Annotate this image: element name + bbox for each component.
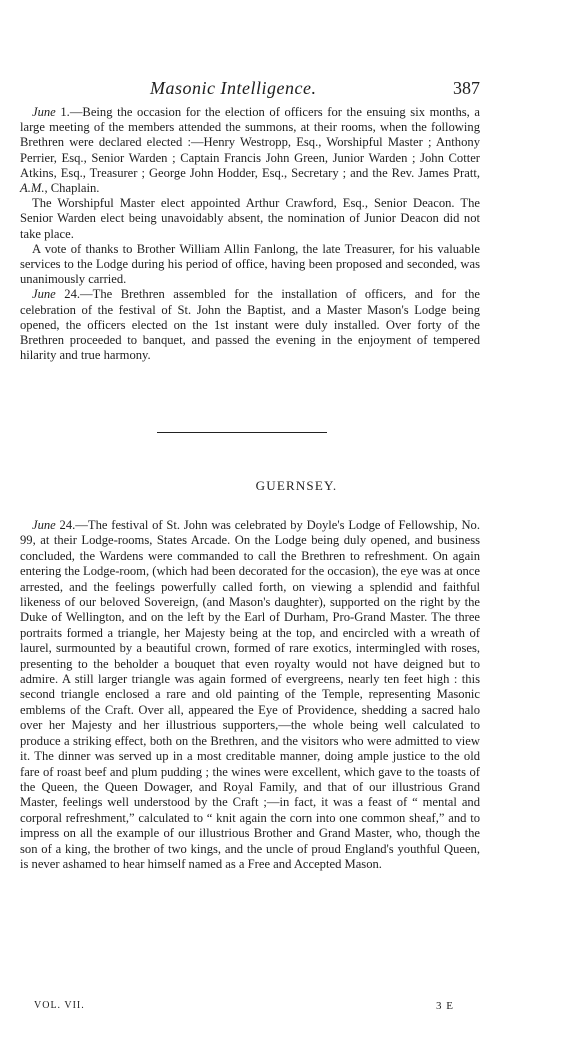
paragraph-appointment: The Worshipful Master elect appointed Arthur Crawford, Esq., Senior Deacon. The Senior Warden elect being unavoidably absent, the nomination of Junior Deacon did not take place. (20, 196, 480, 241)
date-label: June (32, 287, 56, 302)
paragraph-vote-of-thanks: A vote of thanks to Brother William Allin Fanlong, the late Treasurer, for his valuable services to the Lodge during his period of office, having been proposed and seconded, was unanimously carried. (20, 241, 480, 287)
paragraph-festival (20, 518, 480, 872)
paragraph-tail: , Chaplain. (44, 181, 100, 196)
paragraph-text: 24.—The festival of St. John was celebrated by Doyle's Lodge of Fellowship, No. 99, at their Lodge-rooms, States Arcade. On the Lodge being duly opened, and business concluded, the Wardens were commanded to call the Brethren to refreshment. On again entering the Lodge-room, (which had been decorated for the occasion), the eye was at once arrested, and the feelings powerfully called forth, on viewing a splendid and faithful likeness of our beloved Sovereign, (and Mason's daughter), supported on the right by the Duke of Wellington, and on the left by the Earl of Durham, Pro-Grand Master. The three portraits formed a triangle, her Majesty being at the top, and encircled with a wreath of laurel, surmounted by a beautiful crown, formed of rare exotics, intermingled with roses, presenting to the beholder a bouquet that even royalty would not have deigned but to admire. A still larger triangle was again formed of evergreens, nearly ten feet high : this second triangle enclosed a rare and old painting of the Temple, representing Masonic emblems of the Craft. Over all, appeared the Eye of Providence, shedding a sacred halo over her Majesty and her illustrious supporters,—the whole being well calculated to produce a striking effect, both on the Brethren, and the visitors who were admitted to view it. The dinner was served up in a most creditable manner, doing ample justice to the old fare of roast beef and plum pudding ; the wines were excellent, which gave to the toasts of the Queen, the Queen Dowager, and Royal Family, and that of our illustrious Grand Master, feelings well understood by the Craft ;—in fact, it was a feast of “ mental and corporal refreshment,” calculated to “ knit again the corn into one common sheaf,” and to impress on all the example of our illustrious Brother and Grand Master, who, though the son of a king, the brother of two kings, and the uncle of proud England's youthful Queen, is never ashamed to hear himself named as a Free and Accepted Mason. (20, 518, 480, 871)
page-footer (34, 1000, 454, 1016)
lodge-report-section (20, 105, 480, 363)
page-header (150, 78, 480, 102)
paragraph-text: —Being the occasion for the election of officers for the ensuing six months, a large meeting of the members attended the summons, at their rooms, when the following Brethren were declared elected :—Henry Westropp, Esq., Worshipful Master ; Anthony Perrier, Esq., Senior Warden ; Captain Francis John Green, Junior Warden ; John Cotter Atkins, Esq., Treasurer ; George John Hodder, Esq., Secretary ; and the Rev. James Pratt, (20, 105, 480, 180)
guernsey-section (20, 518, 480, 872)
date-label: June (32, 518, 56, 532)
paragraph-installation (20, 287, 480, 363)
section-heading-guernsey: GUERNSEY. (255, 478, 338, 493)
paragraph-text: 24.—The Brethren assembled for the installation of officers, and for the celebration of the festival of St. John the Baptist, and a Master Mason's Lodge being opened, the officers elected on the 1st instant were duly installed. Over forty of the Brethren proceeded to banquet, and passed the evening in the enjoyment of tempered hilarity and true harmony. (20, 287, 480, 363)
page-number: 387 (453, 78, 480, 98)
degree-abbrev: A.M. (20, 181, 45, 196)
section-divider-rule (157, 432, 327, 433)
date-day: 1. (60, 105, 70, 119)
paragraph-election (20, 105, 480, 196)
volume-label: VOL. VII. (34, 1000, 85, 1011)
date-label: June (32, 105, 56, 119)
signature-mark: 3 E (436, 1000, 454, 1012)
running-title: Masonic Intelligence. (150, 78, 317, 98)
